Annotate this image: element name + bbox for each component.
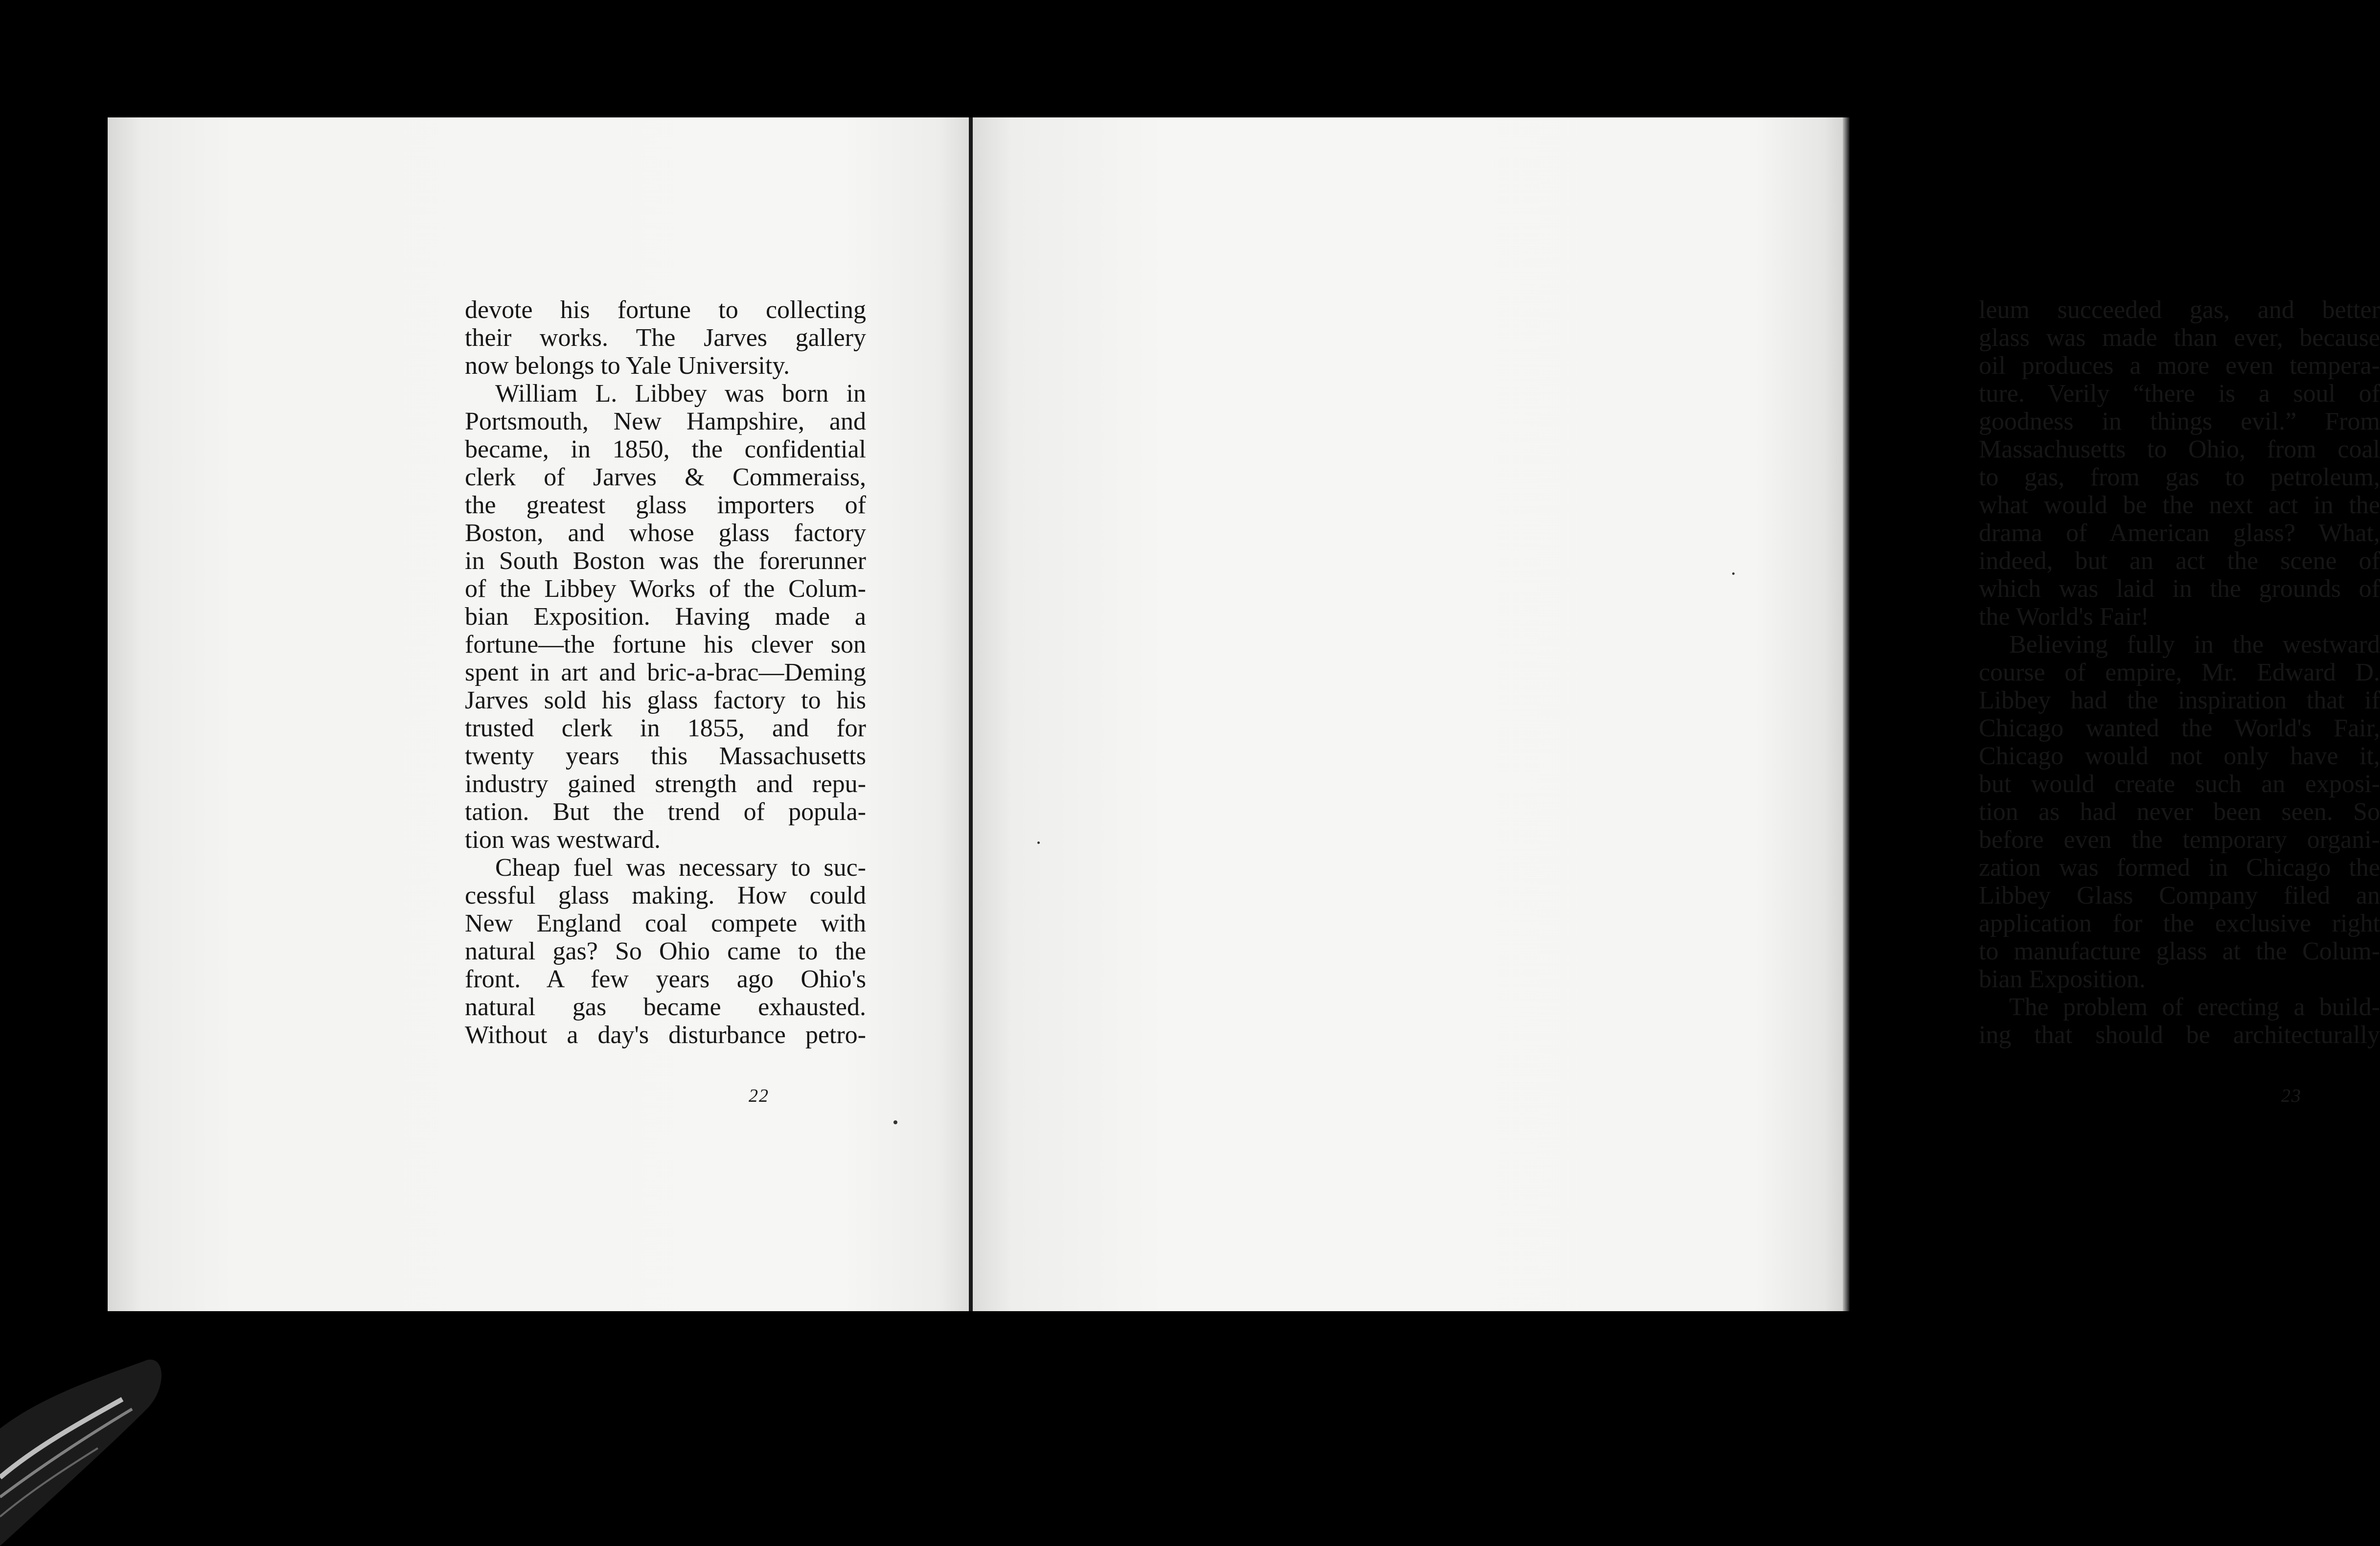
text-line: which was laid in the grounds of xyxy=(1979,575,2380,603)
text-line: Portsmouth, New Hampshire, and xyxy=(465,408,866,435)
text-line: Believing fully in the westward xyxy=(2009,631,2380,659)
dust-speck xyxy=(893,1120,897,1124)
text-line: Libbey Glass Company filed an xyxy=(1979,882,2380,909)
text-line: course of empire, Mr. Edward D. xyxy=(1979,659,2380,686)
text-line: devote his fortune to collecting xyxy=(465,296,866,324)
text-line: Boston, and whose glass factory xyxy=(465,519,866,547)
text-line: twenty years this Massachusetts xyxy=(465,742,866,770)
text-line: ture. Verily “there is a soul of xyxy=(1979,380,2380,408)
right-page-number: 23 xyxy=(2281,1086,2302,1106)
text-line: in South Boston was the forerunner xyxy=(465,547,866,575)
text-line: bian Exposition. xyxy=(1979,965,2146,993)
text-line: fortune—the fortune his clever son xyxy=(465,631,866,659)
text-line: to manufacture glass at the Colum- xyxy=(1979,937,2380,965)
left-page-text xyxy=(465,296,866,1049)
text-line: natural gas? So Ohio came to the xyxy=(465,937,866,965)
right-page-text xyxy=(1979,296,2380,1049)
text-line: Chicago would not only have it, xyxy=(1979,742,2380,770)
text-line: drama of American glass? What, xyxy=(1979,519,2380,547)
left-page xyxy=(108,117,971,1311)
text-line: oil produces a more even tempera- xyxy=(1979,352,2380,380)
right-page xyxy=(973,117,2380,1311)
text-line: of the Libbey Works of the Colum- xyxy=(465,575,866,603)
text-line: spent in art and bric-a-brac—Deming xyxy=(465,659,866,686)
text-line: tation. But the trend of popula- xyxy=(465,798,866,826)
text-line: bian Exposition. Having made a xyxy=(465,603,866,631)
text-line: natural gas became exhausted. xyxy=(465,993,866,1021)
text-line: Cheap fuel was necessary to suc- xyxy=(495,854,866,882)
text-line: became, in 1850, the confidential xyxy=(465,435,866,463)
text-line: Chicago wanted the World's Fair, xyxy=(1979,714,2380,742)
text-line: industry gained strength and repu- xyxy=(465,770,866,798)
text-line: leum succeeded gas, and better xyxy=(1979,296,2380,324)
text-line: before even the temporary organi- xyxy=(1979,826,2380,854)
text-line: their works. The Jarves gallery xyxy=(465,324,866,352)
text-line: cessful glass making. How could xyxy=(465,882,866,909)
text-line: ing that should be architecturally xyxy=(1979,1021,2380,1049)
text-line: what would be the next act in the xyxy=(1979,491,2380,519)
text-line: Without a day's disturbance petro- xyxy=(465,1021,866,1049)
text-line: goodness in things evil.” From xyxy=(1979,408,2380,435)
thumb-shadow-image xyxy=(0,1331,166,1546)
text-line: The problem of erecting a build- xyxy=(2009,993,2380,1021)
left-page-number: 22 xyxy=(749,1086,769,1106)
text-line: glass was made than ever, because xyxy=(1979,324,2380,352)
text-line: front. A few years ago Ohio's xyxy=(465,965,866,993)
dust-speck xyxy=(1732,572,1735,575)
book-spread xyxy=(108,117,2380,1311)
text-line: tion was westward. xyxy=(465,826,661,854)
text-line: Massachusetts to Ohio, from coal xyxy=(1979,435,2380,463)
text-line: now belongs to Yale University. xyxy=(465,352,790,380)
text-line: the World's Fair! xyxy=(1979,603,2149,631)
text-line: indeed, but an act the scene of xyxy=(1979,547,2380,575)
text-line: to gas, from gas to petroleum, xyxy=(1979,463,2380,491)
text-line: zation was formed in Chicago the xyxy=(1979,854,2380,882)
text-line: William L. Libbey was born in xyxy=(495,380,866,408)
text-line: Jarves sold his glass factory to his xyxy=(465,686,866,714)
text-line: tion as had never been seen. So xyxy=(1979,798,2380,826)
text-line: trusted clerk in 1855, and for xyxy=(465,714,866,742)
text-line: but would create such an exposi- xyxy=(1979,770,2380,798)
text-line: clerk of Jarves & Commeraiss, xyxy=(465,463,866,491)
text-line: the greatest glass importers of xyxy=(465,491,866,519)
text-line: Libbey had the inspiration that if xyxy=(1979,686,2380,714)
text-line: New England coal compete with xyxy=(465,909,866,937)
dust-speck xyxy=(1037,841,1040,844)
book-gutter xyxy=(969,117,973,1311)
page-edge xyxy=(1843,117,1850,1311)
text-line: application for the exclusive right xyxy=(1979,909,2380,937)
